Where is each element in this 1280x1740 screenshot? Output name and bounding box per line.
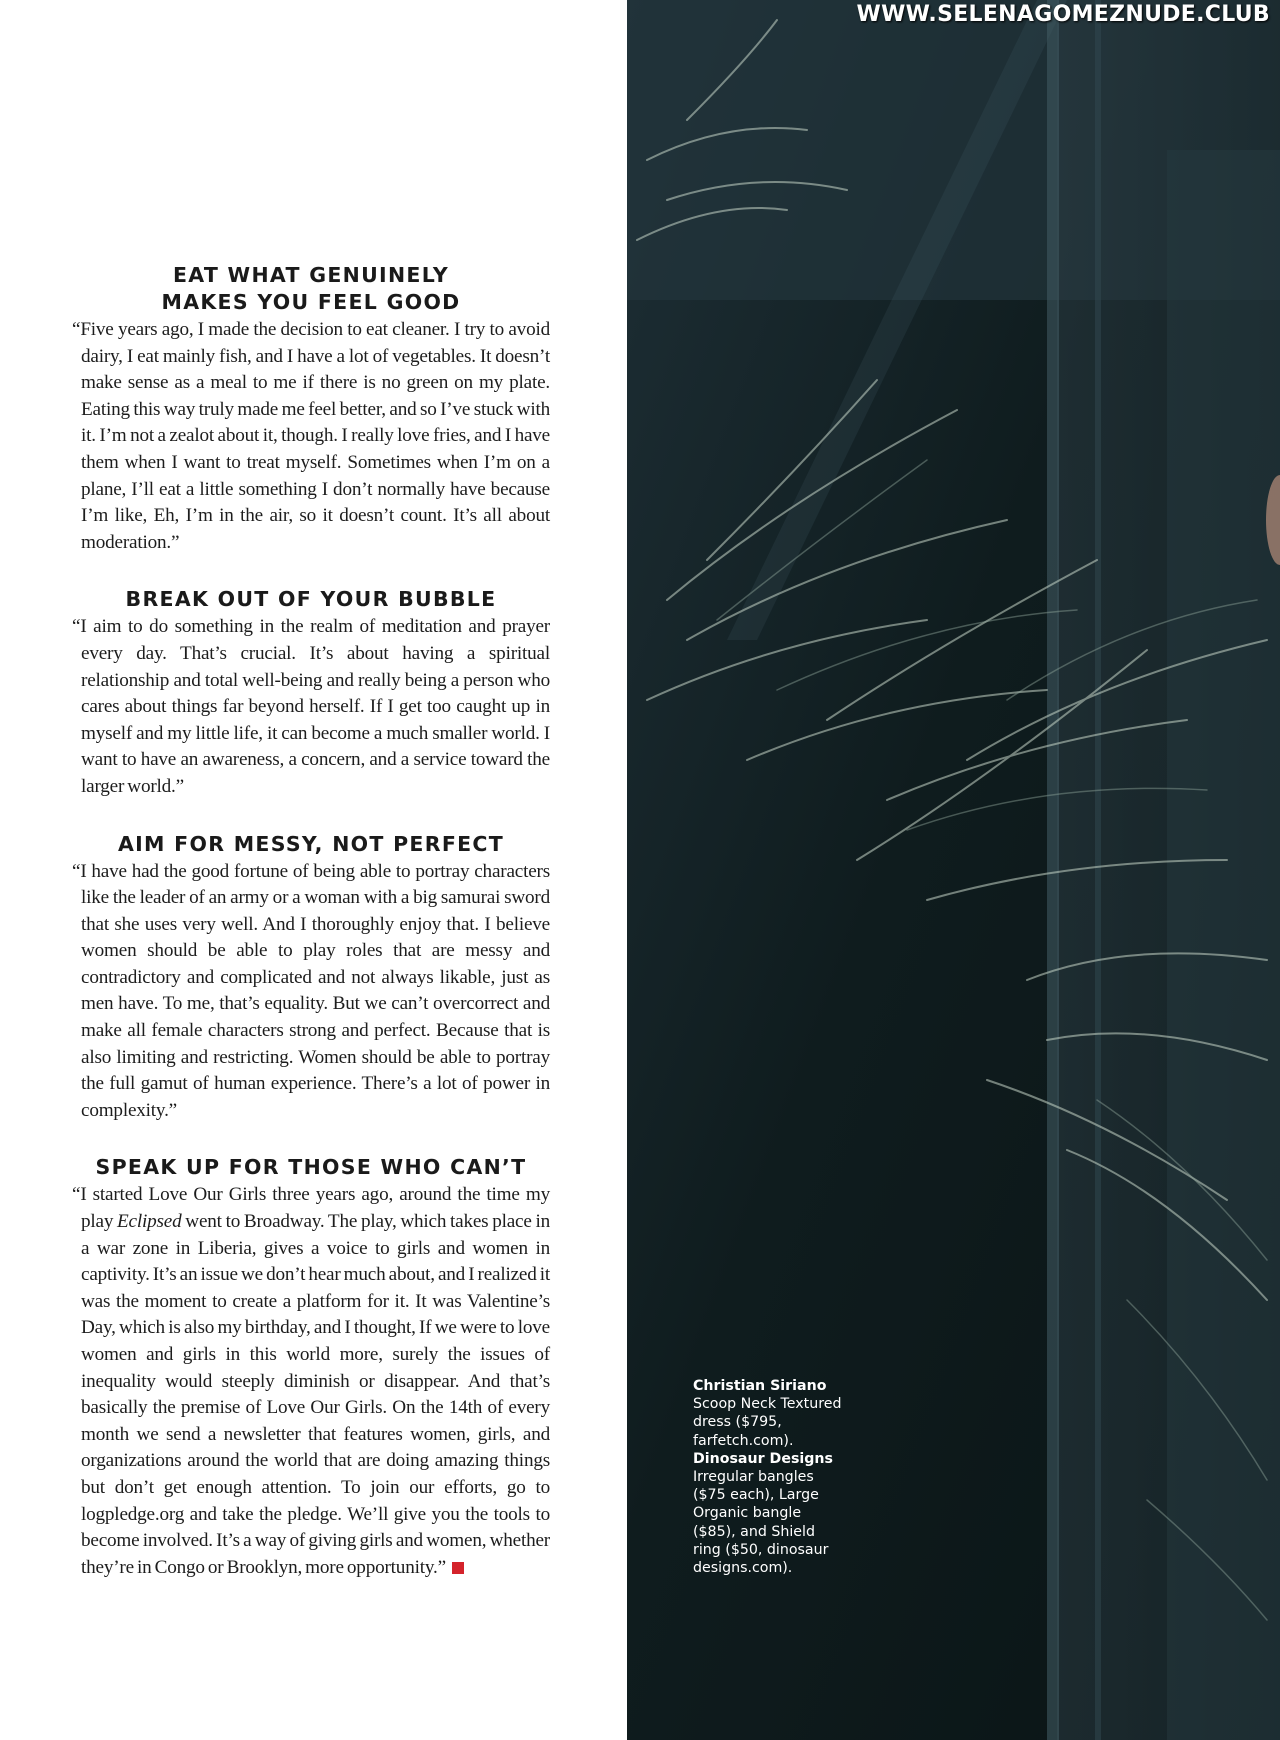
heading-line: BREAK OUT OF YOUR BUBBLE: [125, 587, 497, 612]
caption-line: [693, 1450, 843, 1577]
section-heading: [72, 262, 550, 316]
section-heading: [72, 586, 550, 613]
photo-caption: [693, 1377, 843, 1577]
section-speak-up: [72, 1154, 550, 1581]
caption-brand: Christian Siriano: [693, 1378, 827, 1394]
watermark-text: WWW.SELENAGOMEZNUDE.CLUB: [856, 2, 1270, 27]
body-text: “I started Love Our Girls three years ago, around the time my play: [72, 1184, 550, 1233]
heading-line: MAKES YOU FEEL GOOD: [161, 290, 461, 314]
caption-text: Scoop Neck Textured dress ($795, farfetch.com).: [693, 1396, 842, 1449]
section-body: [72, 1182, 550, 1581]
heading-line: EAT WHAT GENUINELY: [172, 263, 450, 287]
caption-text: Irregular bangles ($75 each), Large Organic bangle ($85), and Shield ring ($50, dinosaur designs.com).: [693, 1469, 829, 1577]
section-heading: [72, 831, 550, 858]
heading-line: SPEAK UP FOR THOSE WHO CAN’T: [95, 1155, 527, 1180]
end-mark-icon: [452, 1562, 464, 1574]
caption-brand: Dinosaur Designs: [693, 1450, 833, 1467]
article-column: [72, 262, 550, 1581]
section-bubble: [72, 586, 550, 800]
section-body: “I aim to do something in the realm of meditation and prayer every day. That’s crucial. It’s about having a spiritual relationship and total well-being and really being a person who cares about things far beyond herself. If I get too caught up in myself and my little life, it can become a much smaller world. I want to have an awareness, a concern, and a service toward the larger world.”: [72, 616, 550, 797]
play-title: Eclipsed: [117, 1211, 182, 1233]
body-text: went to Broadway. The play, which takes place in a war zone in Liberia, gives a voice to girls and women in captivity. It’s an issue we don’t hear much about, and I realized it was the moment to create a platform for it. It was Valentine’s Day, which is also my birthday, and I thought, If we were to love women and girls in this world more, surely the issues of inequality would steeply diminish or disappear. And that’s basically the premise of Love Our Girls. On the 14th of every month we send a newsletter that features women, girls, and organizations around the world that are doing amazing things but don’t get enough attention. To join our efforts, go to logpledge.org and take the pledge. We’ll give you the tools to become involved. It’s a way of giving girls and women, whether they’re in Congo or Brooklyn, more opportunity.”: [81, 1211, 550, 1578]
section-eat: [72, 262, 550, 556]
section-body: “Five years ago, I made the decision to eat cleaner. I try to avoid dairy, I eat mainly fish, and I have a lot of vegetables. It doesn’t make sense as a meal to me if there is no green on my plate. Eating this way truly made me feel better, and so I’ve stuck with it. I’m not a zealot about it, though. I really love fries, and I have them when I want to treat myself. Sometimes when I’m on a plane, I’ll eat a little something I don’t normally have because I’m like, Eh, I’m in the air, so it doesn’t count. It’s all about moderation.”: [72, 319, 550, 553]
section-body: “I have had the good fortune of being able to portray characters like the leader of an army or a woman with a big samurai sword that she uses very well. And I thoroughly enjoy that. I believe women should be able to play roles that are messy and contradictory and complicated and not always likable, just as men have. To me, that’s equality. But we can’t overcorrect and make all female characters strong and perfect. Because that is also limiting and restricting. Women should be able to portray the full gamut of human experience. There’s a lot of power in complexity.”: [72, 860, 550, 1121]
section-heading: [72, 1154, 550, 1181]
heading-line: AIM FOR MESSY, NOT PERFECT: [117, 831, 505, 856]
section-messy: [72, 831, 550, 1125]
caption-line: [693, 1377, 843, 1450]
